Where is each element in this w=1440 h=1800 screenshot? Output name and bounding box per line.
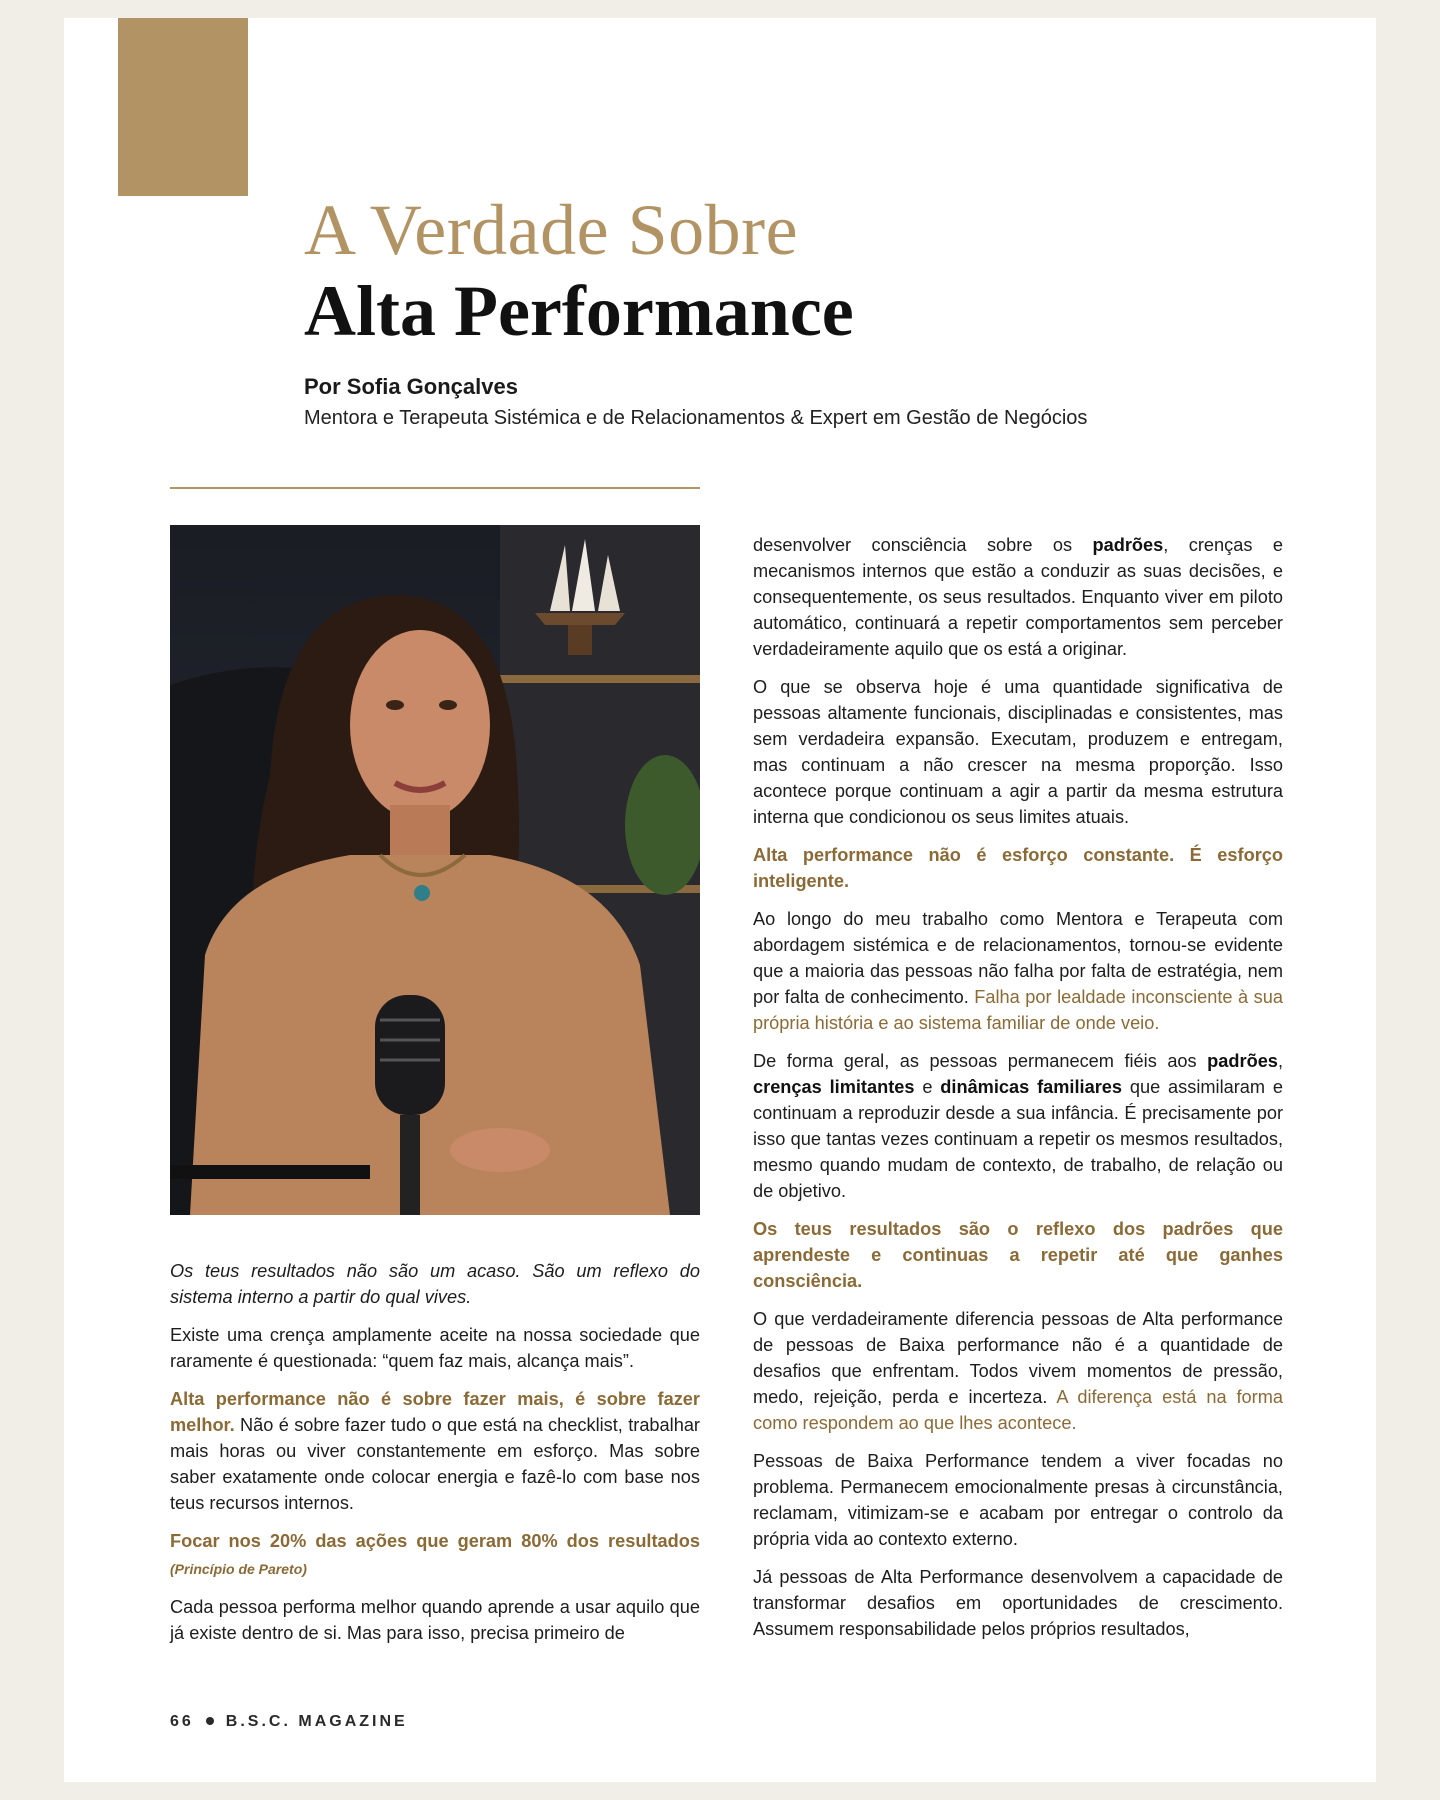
- page-footer: [170, 1713, 408, 1731]
- paragraph: De forma geral, as pessoas permanecem fiéis aos padrões, crenças limitantes e dinâmicas familiares que assimilaram e continuam a reproduzir desde a sua infância. É precisamente por isso que tantas vezes continuam a repetir os mesmos resultados, mesmo quando mudam de contexto, de trabalho, de relação ou de objetivo.: [753, 1051, 1283, 1201]
- divider-rule: [170, 487, 700, 489]
- byline: [304, 372, 1087, 434]
- paragraph: Cada pessoa performa melhor quando aprende a usar aquilo que já existe dentro de si. Mas para isso, precisa primeiro de: [170, 1597, 700, 1643]
- paragraph: Pessoas de Baixa Performance tendem a viver focadas no problema. Permanecem emocionalmente presas à circunstância, reclamam, vitimizam-se e acabam por entregar o controlo da própria vida ao contexto externo.: [753, 1451, 1283, 1549]
- author-role: Mentora e Terapeuta Sistémica e de Relacionamentos & Expert em Gestão de Negócios: [304, 407, 1088, 429]
- title-line-1: A Verdade Sobre: [304, 190, 799, 270]
- paragraph: Já pessoas de Alta Performance desenvolvem a capacidade de transformar desafios em oportunidades de crescimento. Assumem responsabilidade pelos próprios resultados,: [753, 1567, 1283, 1639]
- page-number: 66: [170, 1713, 194, 1730]
- author-photo: [170, 525, 700, 1215]
- left-column: [170, 1258, 700, 1658]
- title-line-2: Alta Performance: [304, 271, 854, 351]
- author-name: Por Sofia Gonçalves: [304, 374, 518, 399]
- magazine-page: [64, 18, 1376, 1782]
- highlight-text: A diferença está na forma como respondem ao que lhes acontece.: [753, 1387, 1283, 1433]
- paragraph: O que se observa hoje é uma quantidade significativa de pessoas altamente funcionais, disciplinadas e consistentes, mas sem verdadeira expansão. Executam, produzem e entregam, mas continuam a não crescer na mesma proporção. Isso acontece porque continuam a agir a partir da mesma estrutura interna que condicionou os seus limites atuais.: [753, 677, 1283, 827]
- decorative-gold-block: [118, 18, 248, 196]
- highlight-text: Focar nos 20% das ações que geram 80% dos resultados: [170, 1531, 700, 1551]
- pull-quote: Os teus resultados são o reflexo dos padrões que aprendeste e continuas a repetir até que ganhes consciência.: [753, 1219, 1283, 1291]
- article-title: [304, 190, 854, 352]
- bullet-icon: [206, 1717, 214, 1725]
- magazine-name: B.S.C. MAGAZINE: [225, 1713, 408, 1730]
- paragraph: Existe uma crença amplamente aceite na nossa sociedade que raramente é questionada: “quem faz mais, alcança mais”.: [170, 1325, 700, 1371]
- paragraph: Alta performance não é sobre fazer mais, é sobre fazer melhor. Não é sobre fazer tudo o que está na checklist, trabalhar mais horas ou viver constantemente em esforço. Mas sobre saber exatamente onde colocar energia e fazê-lo com base nos teus recursos internos.: [170, 1389, 700, 1513]
- pareto-heading: [170, 1528, 700, 1582]
- paragraph: O que verdadeiramente diferencia pessoas de Alta performance de pessoas de Baixa performance não é a quantidade de desafios que enfrentam. Todos vivem momentos de pressão, medo, rejeição, perda e incerteza. A diferença está na forma como respondem ao que lhes acontece.: [753, 1309, 1283, 1433]
- pareto-note: (Princípio de Pareto): [170, 1561, 307, 1577]
- paragraph: Ao longo do meu trabalho como Mentora e Terapeuta com abordagem sistémica e de relacionamentos, tornou-se evidente que a maioria das pessoas não falha por falta de estratégia, nem por falta de conhecimento. Falha por lealdade inconsciente à sua própria história e ao sistema familiar de onde veio.: [753, 909, 1283, 1033]
- pull-quote: Alta performance não é esforço constante. É esforço inteligente.: [753, 845, 1283, 891]
- paragraph: desenvolver consciência sobre os padrões, crenças e mecanismos internos que estão a conduzir as suas decisões, e consequentemente, os seus resultados. Enquanto viver em piloto automático, continuará a repetir comportamentos sem perceber verdadeiramente aquilo que os está a originar.: [753, 535, 1283, 659]
- intro-paragraph: Os teus resultados não são um acaso. São um reflexo do sistema interno a partir do qual vives.: [170, 1261, 700, 1307]
- right-column: [753, 532, 1283, 1654]
- portrait-illustration: [170, 525, 700, 1215]
- highlight-text: Alta performance não é sobre fazer mais, é sobre fazer melhor.: [170, 1389, 700, 1435]
- highlight-text: Falha por lealdade inconsciente à sua própria história e ao sistema familiar de onde veio.: [753, 987, 1283, 1033]
